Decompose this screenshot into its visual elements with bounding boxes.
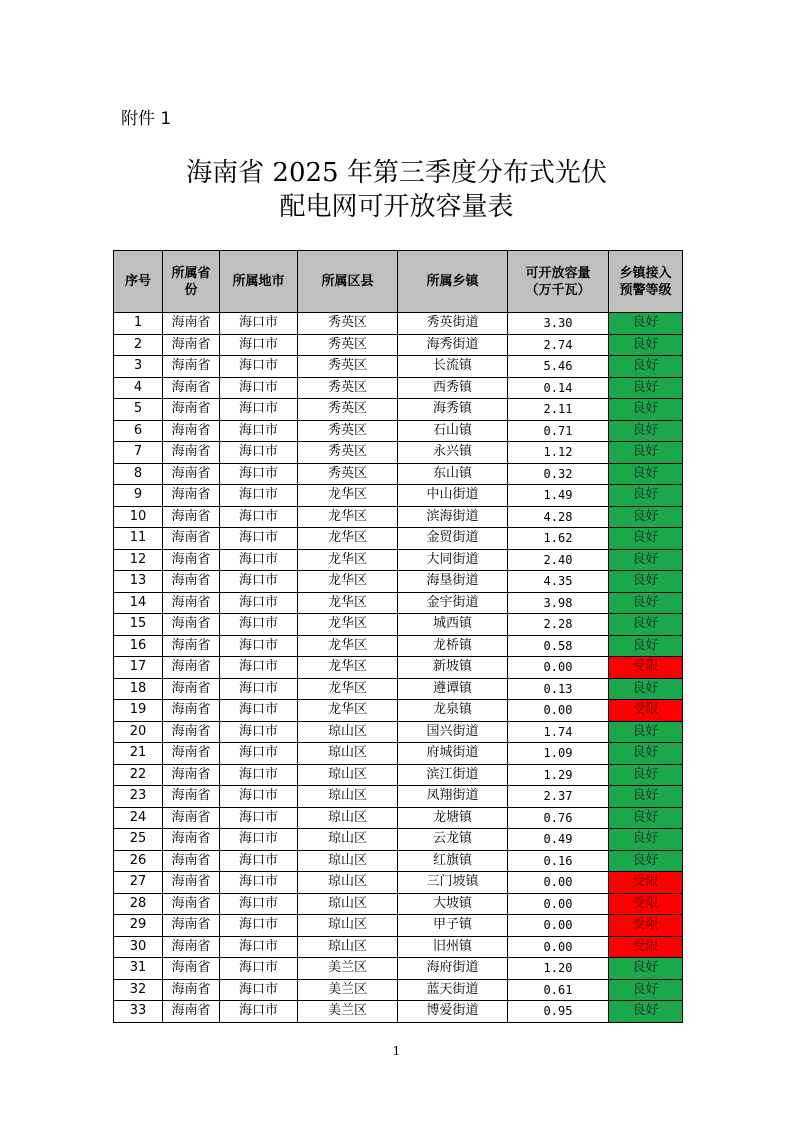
city-cell: 海口市 [220, 764, 298, 786]
city-cell: 海口市 [220, 979, 298, 1001]
table-row [114, 485, 683, 507]
city-cell: 海口市 [220, 614, 298, 636]
row-number: 10 [114, 506, 163, 528]
warning-level-badge: 受限 [609, 893, 683, 915]
capacity-cell: 1.29 [508, 764, 609, 786]
town-cell: 西秀镇 [398, 377, 508, 399]
row-number: 27 [114, 872, 163, 894]
row-number: 8 [114, 463, 163, 485]
district-cell: 琼山区 [298, 915, 398, 937]
row-number: 19 [114, 700, 163, 722]
warning-level-badge: 良好 [609, 399, 683, 421]
header-no: 序号 [114, 251, 163, 313]
table-row [114, 829, 683, 851]
table-row [114, 786, 683, 808]
capacity-cell: 1.09 [508, 743, 609, 765]
table-row [114, 356, 683, 378]
capacity-cell: 0.58 [508, 635, 609, 657]
row-number: 4 [114, 377, 163, 399]
capacity-cell: 2.11 [508, 399, 609, 421]
city-cell: 海口市 [220, 485, 298, 507]
table-row [114, 377, 683, 399]
city-cell: 海口市 [220, 958, 298, 980]
capacity-cell: 5.46 [508, 356, 609, 378]
table-row [114, 506, 683, 528]
province-cell: 海南省 [163, 893, 220, 915]
capacity-cell: 0.00 [508, 700, 609, 722]
town-cell: 城西镇 [398, 614, 508, 636]
table-row [114, 1001, 683, 1023]
province-cell: 海南省 [163, 979, 220, 1001]
town-cell: 遵谭镇 [398, 678, 508, 700]
table-row [114, 979, 683, 1001]
warning-level-badge: 良好 [609, 635, 683, 657]
city-cell: 海口市 [220, 657, 298, 679]
city-cell: 海口市 [220, 313, 298, 335]
table-row [114, 764, 683, 786]
province-cell: 海南省 [163, 1001, 220, 1023]
capacity-cell: 0.13 [508, 678, 609, 700]
district-cell: 琼山区 [298, 893, 398, 915]
warning-level-badge: 良好 [609, 377, 683, 399]
province-cell: 海南省 [163, 442, 220, 464]
table-row [114, 893, 683, 915]
town-cell: 石山镇 [398, 420, 508, 442]
town-cell: 蓝天街道 [398, 979, 508, 1001]
town-cell: 永兴镇 [398, 442, 508, 464]
capacity-cell: 1.12 [508, 442, 609, 464]
table-row [114, 958, 683, 980]
district-cell: 秀英区 [298, 420, 398, 442]
district-cell: 琼山区 [298, 936, 398, 958]
row-number: 26 [114, 850, 163, 872]
district-cell: 琼山区 [298, 807, 398, 829]
warning-level-badge: 良好 [609, 463, 683, 485]
province-cell: 海南省 [163, 313, 220, 335]
capacity-cell: 1.74 [508, 721, 609, 743]
province-cell: 海南省 [163, 549, 220, 571]
province-cell: 海南省 [163, 506, 220, 528]
town-cell: 红旗镇 [398, 850, 508, 872]
province-cell: 海南省 [163, 721, 220, 743]
table-row [114, 571, 683, 593]
district-cell: 秀英区 [298, 334, 398, 356]
district-cell: 秀英区 [298, 356, 398, 378]
city-cell: 海口市 [220, 549, 298, 571]
table-row [114, 850, 683, 872]
row-number: 6 [114, 420, 163, 442]
row-number: 2 [114, 334, 163, 356]
city-cell: 海口市 [220, 592, 298, 614]
row-number: 31 [114, 958, 163, 980]
city-cell: 海口市 [220, 356, 298, 378]
district-cell: 琼山区 [298, 786, 398, 808]
town-cell: 云龙镇 [398, 829, 508, 851]
city-cell: 海口市 [220, 442, 298, 464]
row-number: 15 [114, 614, 163, 636]
province-cell: 海南省 [163, 850, 220, 872]
town-cell: 秀英街道 [398, 313, 508, 335]
row-number: 16 [114, 635, 163, 657]
table-row [114, 614, 683, 636]
city-cell: 海口市 [220, 700, 298, 722]
table-row [114, 549, 683, 571]
capacity-cell: 1.20 [508, 958, 609, 980]
page-title-line1: 海南省 2025 年第三季度分布式光伏 [186, 158, 607, 188]
district-cell: 琼山区 [298, 721, 398, 743]
district-cell: 琼山区 [298, 829, 398, 851]
row-number: 23 [114, 786, 163, 808]
district-cell: 龙华区 [298, 506, 398, 528]
city-cell: 海口市 [220, 377, 298, 399]
city-cell: 海口市 [220, 635, 298, 657]
district-cell: 龙华区 [298, 700, 398, 722]
capacity-cell: 3.30 [508, 313, 609, 335]
capacity-cell: 1.62 [508, 528, 609, 550]
town-cell: 滨江街道 [398, 764, 508, 786]
warning-level-badge: 受限 [609, 915, 683, 937]
capacity-cell: 4.28 [508, 506, 609, 528]
table-body [114, 313, 683, 1023]
town-cell: 府城街道 [398, 743, 508, 765]
table-row [114, 334, 683, 356]
province-cell: 海南省 [163, 334, 220, 356]
district-cell: 龙华区 [298, 678, 398, 700]
district-cell: 龙华区 [298, 657, 398, 679]
capacity-cell: 0.00 [508, 872, 609, 894]
capacity-cell: 2.37 [508, 786, 609, 808]
capacity-cell: 0.49 [508, 829, 609, 851]
capacity-cell: 0.95 [508, 1001, 609, 1023]
row-number: 17 [114, 657, 163, 679]
warning-level-badge: 良好 [609, 958, 683, 980]
warning-level-badge: 良好 [609, 485, 683, 507]
province-cell: 海南省 [163, 743, 220, 765]
row-number: 33 [114, 1001, 163, 1023]
warning-level-badge: 良好 [609, 549, 683, 571]
district-cell: 琼山区 [298, 764, 398, 786]
town-cell: 中山街道 [398, 485, 508, 507]
district-cell: 琼山区 [298, 872, 398, 894]
row-number: 28 [114, 893, 163, 915]
table-row [114, 420, 683, 442]
row-number: 11 [114, 528, 163, 550]
province-cell: 海南省 [163, 635, 220, 657]
province-cell: 海南省 [163, 528, 220, 550]
province-cell: 海南省 [163, 678, 220, 700]
warning-level-badge: 良好 [609, 592, 683, 614]
warning-level-badge: 良好 [609, 528, 683, 550]
header-district: 所属区县 [298, 251, 398, 313]
warning-level-badge: 良好 [609, 829, 683, 851]
town-cell: 海府街道 [398, 958, 508, 980]
district-cell: 美兰区 [298, 1001, 398, 1023]
province-cell: 海南省 [163, 915, 220, 937]
town-cell: 旧州镇 [398, 936, 508, 958]
capacity-cell: 2.40 [508, 549, 609, 571]
province-cell: 海南省 [163, 356, 220, 378]
province-cell: 海南省 [163, 872, 220, 894]
warning-level-badge: 良好 [609, 420, 683, 442]
province-cell: 海南省 [163, 936, 220, 958]
town-cell: 金宇街道 [398, 592, 508, 614]
province-cell: 海南省 [163, 592, 220, 614]
city-cell: 海口市 [220, 721, 298, 743]
warning-level-badge: 良好 [609, 614, 683, 636]
header-warning-level: 乡镇接入预警等级 [609, 251, 683, 313]
district-cell: 秀英区 [298, 399, 398, 421]
district-cell: 秀英区 [298, 442, 398, 464]
table-row [114, 721, 683, 743]
row-number: 30 [114, 936, 163, 958]
province-cell: 海南省 [163, 377, 220, 399]
province-cell: 海南省 [163, 463, 220, 485]
town-cell: 海秀街道 [398, 334, 508, 356]
town-cell: 博爱街道 [398, 1001, 508, 1023]
table-row [114, 657, 683, 679]
warning-level-badge: 良好 [609, 807, 683, 829]
warning-level-badge: 良好 [609, 721, 683, 743]
row-number: 13 [114, 571, 163, 593]
town-cell: 龙桥镇 [398, 635, 508, 657]
header-province: 所属省份 [163, 251, 220, 313]
table-row [114, 463, 683, 485]
row-number: 7 [114, 442, 163, 464]
table-row [114, 743, 683, 765]
district-cell: 美兰区 [298, 979, 398, 1001]
capacity-cell: 2.74 [508, 334, 609, 356]
province-cell: 海南省 [163, 807, 220, 829]
province-cell: 海南省 [163, 700, 220, 722]
district-cell: 龙华区 [298, 528, 398, 550]
district-cell: 美兰区 [298, 958, 398, 980]
city-cell: 海口市 [220, 915, 298, 937]
town-cell: 海垦街道 [398, 571, 508, 593]
warning-level-badge: 良好 [609, 506, 683, 528]
city-cell: 海口市 [220, 334, 298, 356]
province-cell: 海南省 [163, 958, 220, 980]
province-cell: 海南省 [163, 829, 220, 851]
attachment-label: 附件 1 [121, 109, 172, 129]
capacity-cell: 0.00 [508, 936, 609, 958]
capacity-cell: 3.98 [508, 592, 609, 614]
page-number: 1 [392, 1044, 401, 1058]
header-town: 所属乡镇 [398, 251, 508, 313]
town-cell: 大坡镇 [398, 893, 508, 915]
capacity-cell: 0.00 [508, 657, 609, 679]
province-cell: 海南省 [163, 786, 220, 808]
city-cell: 海口市 [220, 893, 298, 915]
city-cell: 海口市 [220, 1001, 298, 1023]
row-number: 12 [114, 549, 163, 571]
district-cell: 龙华区 [298, 571, 398, 593]
district-cell: 龙华区 [298, 614, 398, 636]
town-cell: 东山镇 [398, 463, 508, 485]
province-cell: 海南省 [163, 485, 220, 507]
city-cell: 海口市 [220, 786, 298, 808]
header-capacity: 可开放容量（万千瓦） [508, 251, 609, 313]
town-cell: 大同街道 [398, 549, 508, 571]
town-cell: 滨海街道 [398, 506, 508, 528]
province-cell: 海南省 [163, 571, 220, 593]
warning-level-badge: 良好 [609, 979, 683, 1001]
province-cell: 海南省 [163, 764, 220, 786]
city-cell: 海口市 [220, 506, 298, 528]
warning-level-badge: 良好 [609, 850, 683, 872]
warning-level-badge: 受限 [609, 936, 683, 958]
table-row [114, 872, 683, 894]
district-cell: 秀英区 [298, 313, 398, 335]
table-row [114, 442, 683, 464]
header-city: 所属地市 [220, 251, 298, 313]
warning-level-badge: 受限 [609, 657, 683, 679]
city-cell: 海口市 [220, 463, 298, 485]
row-number: 14 [114, 592, 163, 614]
warning-level-badge: 良好 [609, 313, 683, 335]
district-cell: 龙华区 [298, 592, 398, 614]
town-cell: 国兴街道 [398, 721, 508, 743]
city-cell: 海口市 [220, 743, 298, 765]
town-cell: 甲子镇 [398, 915, 508, 937]
town-cell: 龙塘镇 [398, 807, 508, 829]
page-title-line2: 配电网可开放容量表 [279, 192, 514, 222]
warning-level-badge: 良好 [609, 356, 683, 378]
warning-level-badge: 受限 [609, 700, 683, 722]
city-cell: 海口市 [220, 829, 298, 851]
town-cell: 长流镇 [398, 356, 508, 378]
table-row [114, 936, 683, 958]
district-cell: 秀英区 [298, 377, 398, 399]
capacity-cell: 0.16 [508, 850, 609, 872]
row-number: 32 [114, 979, 163, 1001]
town-cell: 凤翔街道 [398, 786, 508, 808]
row-number: 29 [114, 915, 163, 937]
capacity-cell: 4.35 [508, 571, 609, 593]
capacity-cell: 0.00 [508, 893, 609, 915]
district-cell: 琼山区 [298, 743, 398, 765]
capacity-cell: 0.00 [508, 915, 609, 937]
city-cell: 海口市 [220, 850, 298, 872]
row-number: 24 [114, 807, 163, 829]
table-row [114, 678, 683, 700]
capacity-cell: 0.32 [508, 463, 609, 485]
row-number: 20 [114, 721, 163, 743]
city-cell: 海口市 [220, 872, 298, 894]
province-cell: 海南省 [163, 420, 220, 442]
table-row [114, 313, 683, 335]
province-cell: 海南省 [163, 399, 220, 421]
city-cell: 海口市 [220, 678, 298, 700]
row-number: 25 [114, 829, 163, 851]
warning-level-badge: 良好 [609, 764, 683, 786]
town-cell: 新坡镇 [398, 657, 508, 679]
row-number: 1 [114, 313, 163, 335]
capacity-cell: 1.49 [508, 485, 609, 507]
town-cell: 海秀镇 [398, 399, 508, 421]
row-number: 21 [114, 743, 163, 765]
capacity-cell: 0.61 [508, 979, 609, 1001]
row-number: 18 [114, 678, 163, 700]
row-number: 22 [114, 764, 163, 786]
row-number: 9 [114, 485, 163, 507]
district-cell: 琼山区 [298, 850, 398, 872]
warning-level-badge: 良好 [609, 678, 683, 700]
capacity-table [113, 250, 683, 1023]
table-row [114, 635, 683, 657]
district-cell: 龙华区 [298, 635, 398, 657]
warning-level-badge: 良好 [609, 786, 683, 808]
table-header-row [114, 251, 683, 313]
warning-level-badge: 良好 [609, 1001, 683, 1023]
province-cell: 海南省 [163, 657, 220, 679]
city-cell: 海口市 [220, 807, 298, 829]
capacity-cell: 0.71 [508, 420, 609, 442]
city-cell: 海口市 [220, 528, 298, 550]
warning-level-badge: 良好 [609, 743, 683, 765]
city-cell: 海口市 [220, 571, 298, 593]
capacity-cell: 2.28 [508, 614, 609, 636]
city-cell: 海口市 [220, 420, 298, 442]
town-cell: 三门坡镇 [398, 872, 508, 894]
table-row [114, 592, 683, 614]
table-row [114, 915, 683, 937]
table-row [114, 399, 683, 421]
warning-level-badge: 受限 [609, 872, 683, 894]
city-cell: 海口市 [220, 399, 298, 421]
capacity-cell: 0.76 [508, 807, 609, 829]
warning-level-badge: 良好 [609, 442, 683, 464]
town-cell: 龙泉镇 [398, 700, 508, 722]
province-cell: 海南省 [163, 614, 220, 636]
capacity-cell: 0.14 [508, 377, 609, 399]
table-row [114, 807, 683, 829]
warning-level-badge: 良好 [609, 571, 683, 593]
district-cell: 龙华区 [298, 485, 398, 507]
table-row [114, 528, 683, 550]
district-cell: 秀英区 [298, 463, 398, 485]
row-number: 3 [114, 356, 163, 378]
table-row [114, 700, 683, 722]
town-cell: 金贸街道 [398, 528, 508, 550]
warning-level-badge: 良好 [609, 334, 683, 356]
district-cell: 龙华区 [298, 549, 398, 571]
city-cell: 海口市 [220, 936, 298, 958]
row-number: 5 [114, 399, 163, 421]
